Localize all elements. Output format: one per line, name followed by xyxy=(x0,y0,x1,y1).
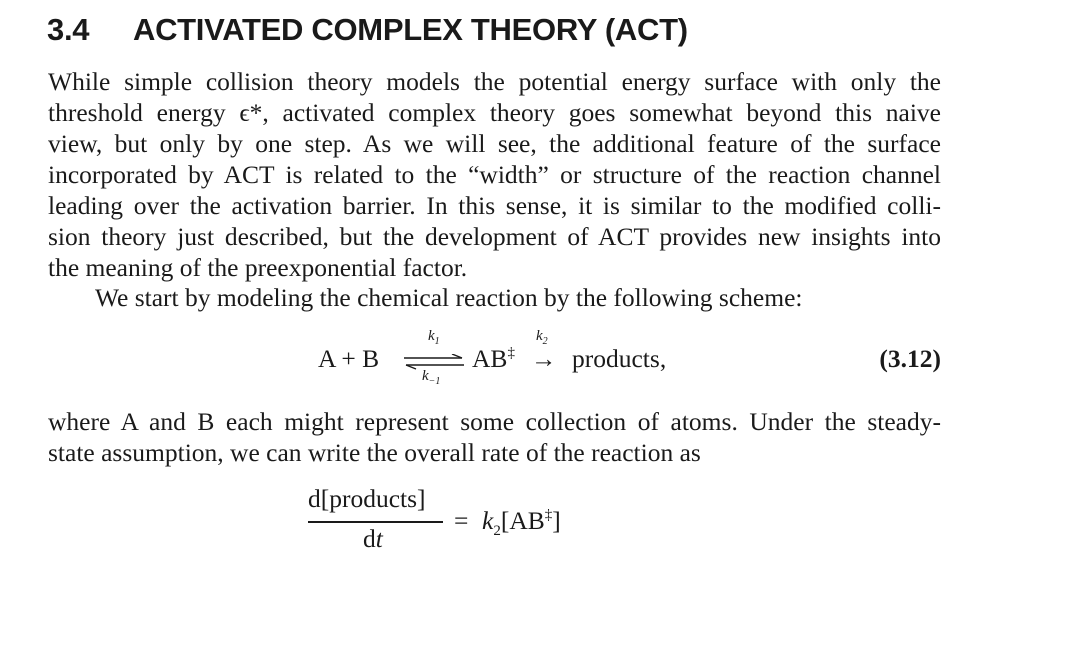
text-line: incorporated by ACT is related to the “width” or structure of the reaction channel xyxy=(48,160,941,189)
text-line: threshold energy ϵ*, activated complex theory goes somewhat beyond this naive xyxy=(48,98,941,127)
text-line: state assumption, we can write the overall rate of the reaction as xyxy=(48,438,701,467)
rate-constant-k-minus-1: $k_{-1}$ xyxy=(422,368,441,387)
equation-3-12 xyxy=(318,328,941,388)
paragraph-steady-state xyxy=(48,406,941,468)
text-line: leading over the activation barrier. In this sense, it is similar to the modified colli- xyxy=(48,191,941,220)
text-line: We start by modeling the chemical reaction by the following scheme: xyxy=(95,283,803,312)
rate-equation xyxy=(308,484,608,554)
fraction-bar xyxy=(308,521,443,523)
text-line: where A and B each might represent some collection of atoms. Under the steady- xyxy=(48,407,941,436)
products: products, xyxy=(572,344,667,373)
activated-complex: AB‡ xyxy=(472,344,515,373)
text-line: view, but only by one step. As we will see, the additional feature of the surface xyxy=(48,129,941,158)
rate-constant-k2: $k_2$ xyxy=(536,328,548,347)
equals-sign: = xyxy=(454,506,469,535)
fraction-denominator: dt xyxy=(363,524,383,553)
rate-constant-k1: $k_1$ xyxy=(428,328,440,347)
text-line: sion theory just described, but the development of ACT provides new insights into xyxy=(48,222,941,251)
paragraph-intro xyxy=(48,66,941,283)
rate-expression: $k_2[AB^\ddagger]$ xyxy=(482,506,561,540)
text-line: While simple collision theory models the potential energy surface with only the xyxy=(48,67,941,96)
equation-number: (3.12) xyxy=(879,344,941,373)
paragraph-scheme-intro xyxy=(48,282,941,313)
section-title: ACTIVATED COMPLEX THEORY (ACT) xyxy=(133,12,688,47)
section-number: 3.4 xyxy=(47,12,90,47)
fraction-numerator: d[products] xyxy=(308,484,426,513)
forward-arrow: → xyxy=(531,344,557,373)
section-heading xyxy=(47,12,688,48)
text-line: the meaning of the preexponential factor. xyxy=(48,253,468,282)
reactants: A + B xyxy=(318,344,380,373)
